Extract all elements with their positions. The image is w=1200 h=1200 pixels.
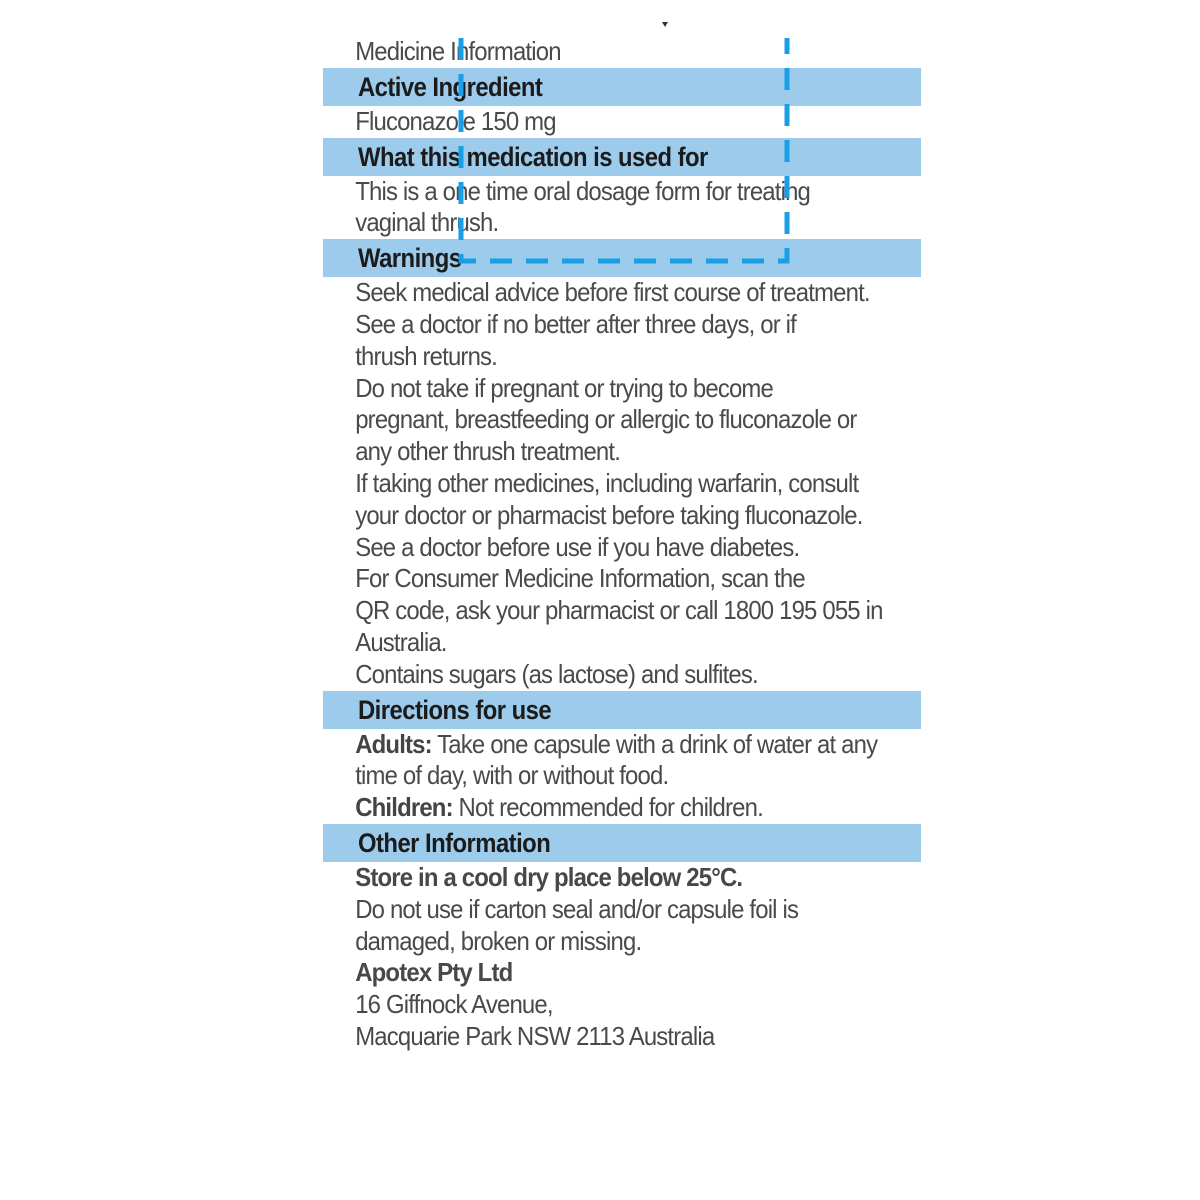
- children-label: Children:: [355, 792, 453, 823]
- heading-warnings: Warnings: [323, 239, 921, 277]
- other-line: Do not use if carton seal and/or capsule foil is: [355, 893, 799, 924]
- warning-line: any other thrush treatment.: [355, 436, 621, 467]
- panel-title: Medicine Information: [355, 36, 561, 66]
- heading-active-ingredient: Active Ingredient: [323, 68, 921, 106]
- warning-line: Do not take if pregnant or trying to become: [355, 372, 774, 403]
- directions-adults: [323, 728, 878, 761]
- warning-line: thrush returns.: [355, 340, 498, 371]
- adults-text: Take one capsule with a drink of water at any: [431, 728, 878, 759]
- active-ingredient-text: Fluconazole 150 mg: [355, 105, 556, 136]
- company-name: Apotex Pty Ltd: [355, 957, 513, 988]
- directions-adults-cont: time of day, with or without food.: [355, 760, 669, 791]
- warning-line: See a doctor before use if you have diabetes.: [355, 531, 800, 562]
- used-for-line: vaginal thrush.: [355, 207, 499, 238]
- directions-children: [323, 792, 873, 824]
- children-text: Not recommended for children.: [452, 792, 763, 823]
- address-line: 16 Giffnock Avenue,: [355, 989, 553, 1020]
- heading-used-for: What this medication is used for: [323, 138, 921, 176]
- warning-line: Australia.: [355, 626, 447, 657]
- used-for-line: This is a one time oral dosage form for treating: [355, 175, 811, 206]
- warning-line: For Consumer Medicine Information, scan the: [355, 563, 805, 594]
- warning-line: Contains sugars (as lactose) and sulfites.: [355, 658, 758, 689]
- warning-line: QR code, ask your pharmacist or call 1800 195 055 in: [355, 595, 883, 626]
- adults-label: Adults:: [355, 728, 432, 759]
- warning-line: pregnant, breastfeeding or allergic to fluconazole or: [355, 404, 857, 435]
- warning-line: See a doctor if no better after three days, or if: [355, 308, 796, 339]
- warning-line: your doctor or pharmacist before taking fluconazole.: [355, 499, 863, 530]
- other-line: damaged, broken or missing.: [355, 925, 642, 956]
- address-line: Macquarie Park NSW 2113 Australia: [355, 1020, 715, 1051]
- warning-line: Seek medical advice before first course of treatment.: [355, 277, 870, 308]
- heading-directions: Directions for use: [323, 691, 921, 729]
- medicine-info-panel: [323, 36, 921, 1053]
- scroll-marker-icon: [662, 22, 668, 27]
- storage-text: Store in a cool dry place below 25°C.: [355, 861, 743, 892]
- warning-line: If taking other medicines, including warfarin, consult: [355, 467, 859, 498]
- heading-other-information: Other Information: [323, 824, 921, 862]
